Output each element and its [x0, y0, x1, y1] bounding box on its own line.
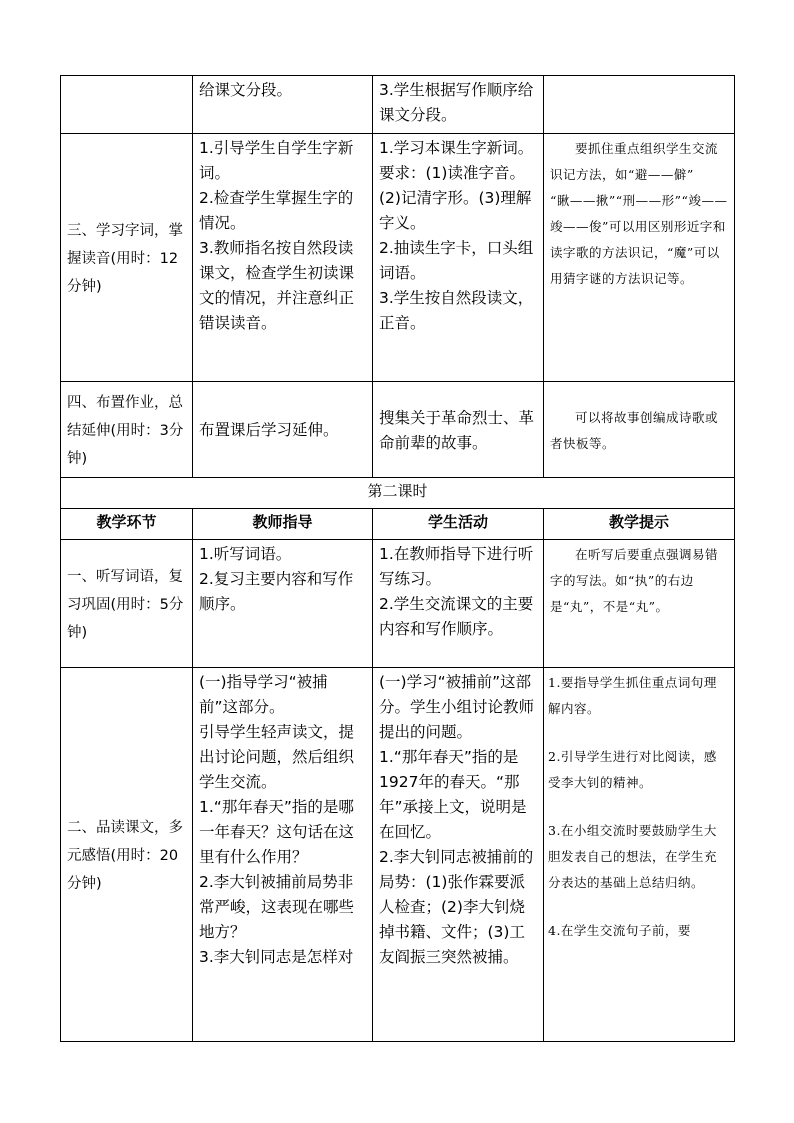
student-line: 2.李大钊同志被捕前的局势：(1)张作霖要派人检查；(2)李大钊烧掉书籍、文件；(3)工友阎振三突然被捕。	[379, 848, 534, 966]
header-tip: 教学提示	[544, 509, 735, 540]
table-row	[61, 76, 735, 134]
teacher-line: 1.听写词语。	[199, 545, 292, 563]
table-row	[61, 668, 735, 1042]
tip-cell	[544, 668, 735, 1042]
teacher-line: 3.李大钊同志是怎样对	[199, 948, 354, 966]
lesson-plan-table	[60, 75, 735, 1042]
tip-cell	[544, 134, 735, 382]
student-line: 3.学生按自然段读文，正音。	[379, 289, 534, 332]
stage-cell	[61, 76, 193, 134]
tip-line: 1.要指导学生抓住重点词句理解内容。	[548, 675, 717, 716]
student-line: (一)学习“被捕前”这部分。学生小组讨论教师提出的问题。	[379, 673, 535, 741]
teacher-cell	[193, 668, 373, 1042]
table-row	[61, 134, 735, 382]
teacher-line: 2.检查学生掌握生字的情况。	[199, 189, 354, 232]
tip-cell	[544, 382, 735, 478]
student-line: 1.学习本课生字新词。要求：(1)读准字音。(2)记清字形。(3)理解字义。	[379, 139, 534, 232]
teacher-line: 引导学生轻声读文，提出讨论问题，然后组织学生交流。	[199, 723, 355, 791]
tip-line: 3.在小组交流时要鼓励学生大胆发表自己的想法，在学生充分表达的基础上总结归纳。	[548, 823, 718, 890]
student-cell	[373, 382, 544, 478]
teacher-cell	[193, 382, 373, 478]
teacher-line: 3.教师指名按自然段读课文，检查学生初读课文的情况，并注意纠正错误读音。	[199, 239, 355, 332]
stage-cell	[61, 382, 193, 478]
tip-cell	[544, 76, 735, 134]
teacher-line: 1.引导学生自学生字新词。	[199, 139, 354, 182]
teacher-line: 2.复习主要内容和写作顺序。	[199, 570, 354, 613]
student-line: 2.学生交流课文的主要内容和写作顺序。	[379, 595, 534, 638]
tip-line: 4.在学生交流句子前，要	[548, 923, 691, 938]
stage-label: 三、学习字词，掌握读音(用时：12分钟)	[67, 222, 183, 295]
student-line: 1.“那年春天”指的是1927年的春天。“那年”承接上文，说明是在回忆。	[379, 748, 527, 841]
stage-cell	[61, 134, 193, 382]
student-line: 搜集关于革命烈士、革命前辈的故事。	[379, 408, 535, 452]
teacher-line: 给课文分段。	[199, 81, 293, 99]
stage-label: 二、品读课文，多元感悟(用时：20分钟)	[67, 819, 183, 892]
tip-line: “瞅——揪”“刑——形”“竣——竣——俊”可以用区别形近字和读字歌的方法识记，“魔”可以用猜字谜的方法识记等。	[550, 193, 728, 286]
section-title: 第二课时	[61, 478, 735, 509]
student-cell	[373, 668, 544, 1042]
table-row	[61, 540, 735, 668]
table-row	[61, 382, 735, 478]
tip-line: 在听写后要重点强调易错字的写法。如“执”的右边是“丸”，不是“丸”。	[550, 547, 719, 614]
teacher-cell	[193, 76, 373, 134]
header-stage: 教学环节	[61, 509, 193, 540]
header-student: 学生活动	[373, 509, 544, 540]
teacher-line: (一)指导学习“被捕前”这部分。	[199, 673, 328, 716]
section-row	[61, 478, 735, 509]
tip-line: 可以将故事创编成诗歌或者快板等。	[550, 409, 719, 451]
stage-cell	[61, 540, 193, 668]
teacher-cell	[193, 540, 373, 668]
student-line: 3.学生根据写作顺序给课文分段。	[379, 81, 534, 124]
student-cell	[373, 134, 544, 382]
student-line: 1.在教师指导下进行听写练习。	[379, 545, 534, 588]
student-cell	[373, 540, 544, 668]
tip-line: 2.引导学生进行对比阅读，感受李大钊的精神。	[548, 749, 717, 790]
student-cell	[373, 76, 544, 134]
teacher-line: 1.“那年春天”指的是哪一年春天？这句话在这里有什么作用？	[199, 798, 355, 866]
teacher-cell	[193, 134, 373, 382]
tip-cell	[544, 540, 735, 668]
student-line: 2.抽读生字卡，口头组词语。	[379, 239, 534, 282]
stage-label: 一、听写词语，复习巩固(用时：5分钟)	[67, 568, 184, 641]
tip-line: 要抓住重点组织学生交流识记方法，如“避——僻”	[550, 141, 719, 182]
teacher-line: 布置课后学习延伸。	[199, 421, 339, 439]
stage-cell	[61, 668, 193, 1042]
teacher-line: 2.李大钊被捕前局势非常严峻，这表现在哪些地方？	[199, 873, 355, 941]
header-row	[61, 509, 735, 540]
header-teacher: 教师指导	[193, 509, 373, 540]
stage-label: 四、布置作业，总结延伸(用时：3分钟)	[67, 394, 184, 467]
